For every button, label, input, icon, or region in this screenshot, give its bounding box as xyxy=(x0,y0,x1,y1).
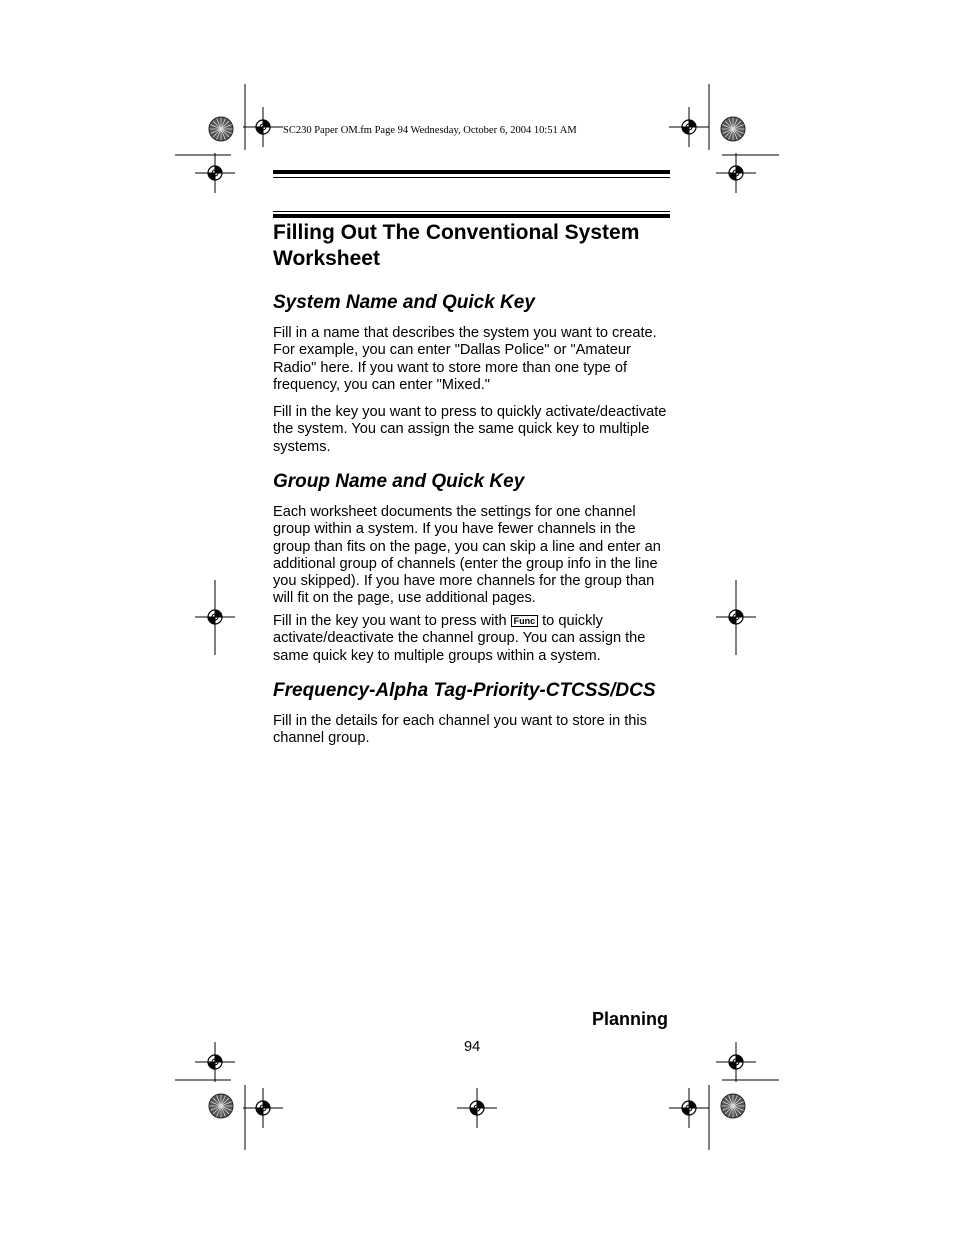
registration-mark-icon xyxy=(195,1042,235,1082)
paragraph-system-name: Fill in a name that describes the system you want to create. For example, you can enter "Dallas Police" or "Amateur Radio" here. If you want to store more than one type of frequency, you can enter "Mixed." xyxy=(273,325,657,393)
paragraph-group-quick-key xyxy=(273,613,673,665)
func-paragraph-before: Fill in the key you want to press with xyxy=(273,613,507,629)
func-key-icon: Func xyxy=(511,615,539,627)
paragraph-system-quick-key: Fill in the key you want to press to quickly activate/deactivate the system. You can assign the same quick key to multiple systems. xyxy=(273,404,667,455)
starburst-target-icon xyxy=(209,1094,233,1118)
registration-mark-icon xyxy=(243,1088,283,1128)
top-thick-rule xyxy=(273,170,670,174)
starburst-target-icon xyxy=(209,117,233,141)
starburst-target-icon xyxy=(721,117,745,141)
section-heading-system-name: System Name and Quick Key xyxy=(273,292,535,313)
page-number: 94 xyxy=(464,1039,481,1055)
starburst-target-icon xyxy=(721,1094,745,1118)
func-paragraph-after: to quickly activate/deactivate the channel group. You can assign the same quick key to multiple groups within a system. xyxy=(273,613,646,664)
title-thin-rule xyxy=(273,211,670,212)
paragraph-frequency-details: Fill in the details for each channel you want to store in this channel group. xyxy=(273,713,647,747)
page-title: Filling Out The Conventional System Worksheet xyxy=(273,221,640,270)
registration-mark-icon xyxy=(457,1088,497,1128)
registration-mark-icon xyxy=(716,1042,756,1082)
registration-mark-icon xyxy=(195,153,235,193)
section-heading-frequency: Frequency-Alpha Tag-Priority-CTCSS/DCS xyxy=(273,680,656,701)
top-thin-rule xyxy=(273,177,670,178)
paragraph-group-settings: Each worksheet documents the settings for one channel group within a system. If you have fewer channels in the group than fits on the page, you can skip a line and enter an additional group of channels (enter the group info in the line you skipped). If you have more channels for the group than will fit on the page, use additional pages. xyxy=(273,504,661,607)
registration-mark-icon xyxy=(243,107,283,147)
title-thick-rule xyxy=(273,214,670,218)
section-heading-group-name: Group Name and Quick Key xyxy=(273,471,525,492)
footer-section-name: Planning xyxy=(592,1009,668,1029)
registration-mark-icon xyxy=(669,107,709,147)
print-header-file-info: SC230 Paper OM.fm Page 94 Wednesday, October 6, 2004 10:51 AM xyxy=(283,125,577,136)
registration-mark-icon xyxy=(669,1088,709,1128)
registration-mark-icon xyxy=(716,153,756,193)
